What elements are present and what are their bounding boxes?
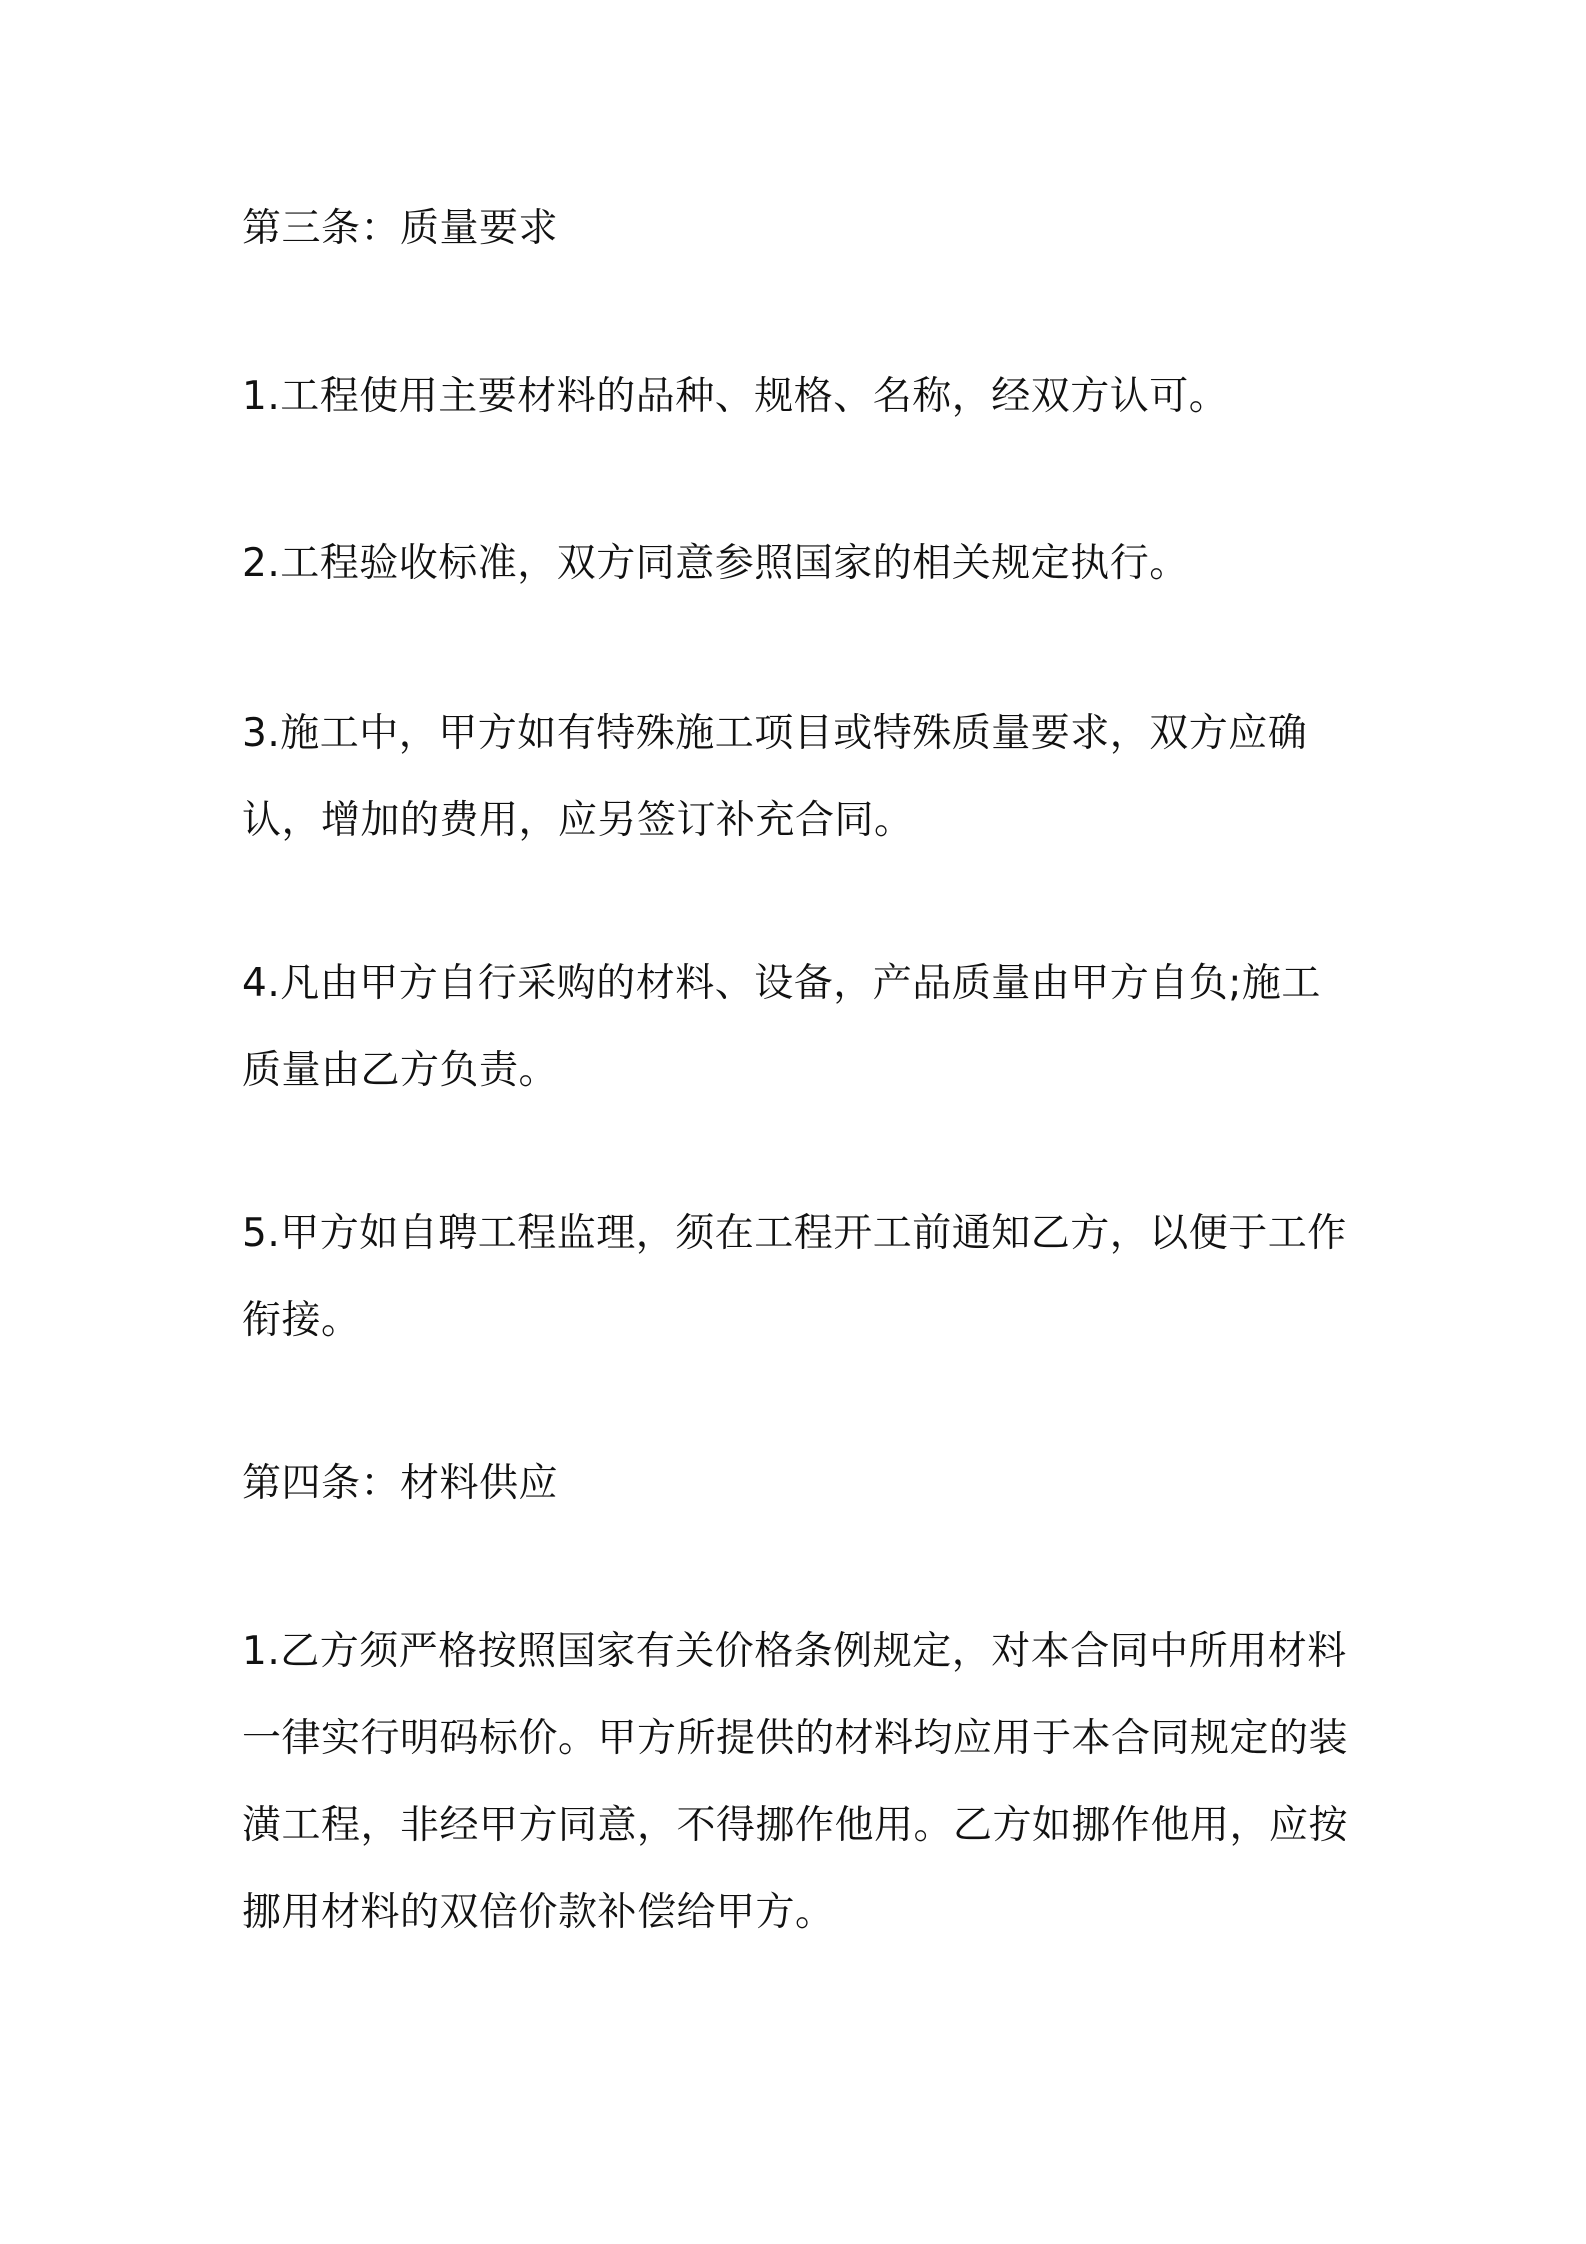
article-3-heading: 第三条：质量要求 [242, 206, 559, 251]
article-4-heading: 第四条：材料供应 [242, 1461, 559, 1506]
article-4-item-1: 1.乙方须严格按照国家有关价格条例规定，对本合同中所用材料一律实行明码标价。甲方所提供的材料均应用于本合同规定的装潢工程，非经甲方同意，不得挪作他用。乙方如挪作他用，应按挪用材料的双倍价款补偿给甲方。 [242, 1629, 1349, 1935]
article-3-item-5: 5.甲方如自聘工程监理，须在工程开工前通知乙方，以便于工作衔接。 [242, 1211, 1347, 1343]
article-3-item-3: 3.施工中，甲方如有特殊施工项目或特殊质量要求，双方应确认，增加的费用，应另签订补充合同。 [242, 711, 1308, 843]
article-3-item-2: 2.工程验收标准，双方同意参照国家的相关规定执行。 [242, 541, 1189, 586]
article-3-item-1: 1.工程使用主要材料的品种、规格、名称，经双方认可。 [242, 374, 1229, 419]
article-3-item-4: 4.凡由甲方自行采购的材料、设备，产品质量由甲方自负;施工质量由乙方负责。 [242, 961, 1321, 1093]
